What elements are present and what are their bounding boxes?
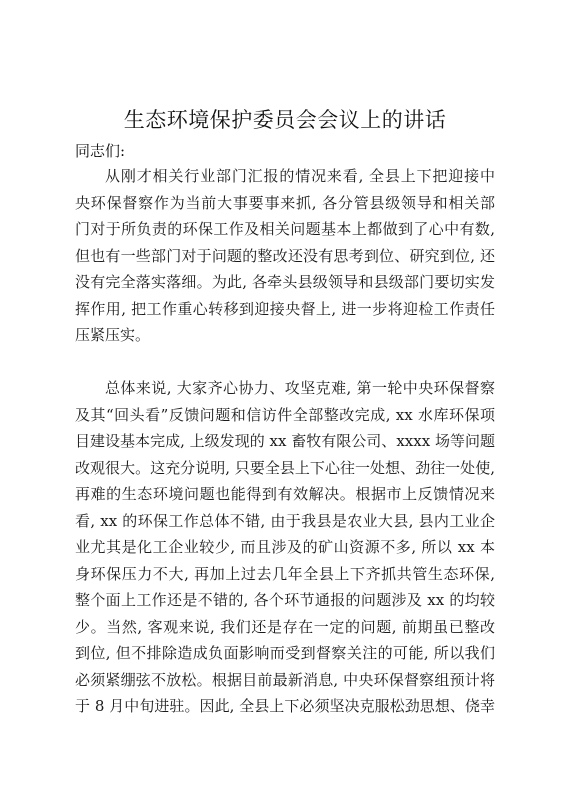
paragraph-line: 少。当然, 客观来说, 我们还是存在一定的问题, 前期虽已整改 [75, 617, 495, 636]
paragraph-line: 从刚才相关行业部门汇报的情况来看, 全县上下把迎接中 [105, 167, 495, 185]
paragraph-line: 压紧压实。 [75, 326, 151, 344]
paragraph-line: 央环保督察作为当前大事要事来抓, 各分管县级领导和相关部 [75, 193, 495, 212]
paragraph-line: 但也有一些部门对于问题的整改还没有思考到位、研究到位, 还 [75, 246, 495, 265]
paragraph-line: 整个面上工作还是不错的, 各个环节通报的问题涉及 xx 的均较 [75, 591, 495, 609]
paragraph-line: 目建设基本完成, 上级发现的 xx 畜牧有限公司、xxxx 场等问题 [75, 432, 495, 450]
paragraph-line: 看, xx 的环保工作总体不错, 由于我县是农业大县, 县内工业企 [75, 511, 495, 530]
paragraph-line: 及其“回头看”反馈问题和信访件全部整改完成, xx 水库环保项 [75, 405, 495, 424]
paragraph-line: 没有完全落实落细。为此, 各牵头县级领导和县级部门要切实发 [75, 273, 495, 291]
paragraph-line: 于 8 月中旬进驻。因此, 全县上下必须坚决克服松劲思想、侥幸 [75, 697, 495, 715]
paragraph-line: 再难的生态环境问题也能得到有效解决。根据市上反馈情况来 [75, 485, 495, 503]
paragraph-line: 总体来说, 大家齐心协力、攻坚克难, 第一轮中央环保督察 [105, 379, 495, 397]
salutation: 同志们: [75, 142, 126, 160]
paragraph-line: 到位, 但不排除造成负面影响而受到督察关注的可能, 所以我们 [75, 644, 495, 662]
paragraph-2 [75, 375, 495, 720]
paragraph-line: 身环保压力不大, 再加上过去几年全县上下齐抓共管生态环保, [75, 564, 495, 583]
paragraph-line: 改观很大。这充分说明, 只要全县上下心往一处想、劲往一处使, [75, 458, 495, 477]
paragraph-1 [75, 163, 495, 349]
paragraph-line: 业尤其是化工企业较少, 而且涉及的矿山资源不多, 所以 xx 本 [75, 538, 495, 556]
paragraph-line: 必须紧绷弦不放松。根据目前最新消息, 中央环保督察组预计将 [75, 670, 495, 689]
document-title: 生态环境保护委员会会议上的讲话 [123, 108, 447, 132]
paragraph-line: 挥作用, 把工作重心转移到迎接央督上, 进一步将迎检工作责任 [75, 299, 495, 318]
paragraph-line: 门对于所负责的环保工作及相关问题基本上都做到了心中有数, [75, 220, 495, 238]
